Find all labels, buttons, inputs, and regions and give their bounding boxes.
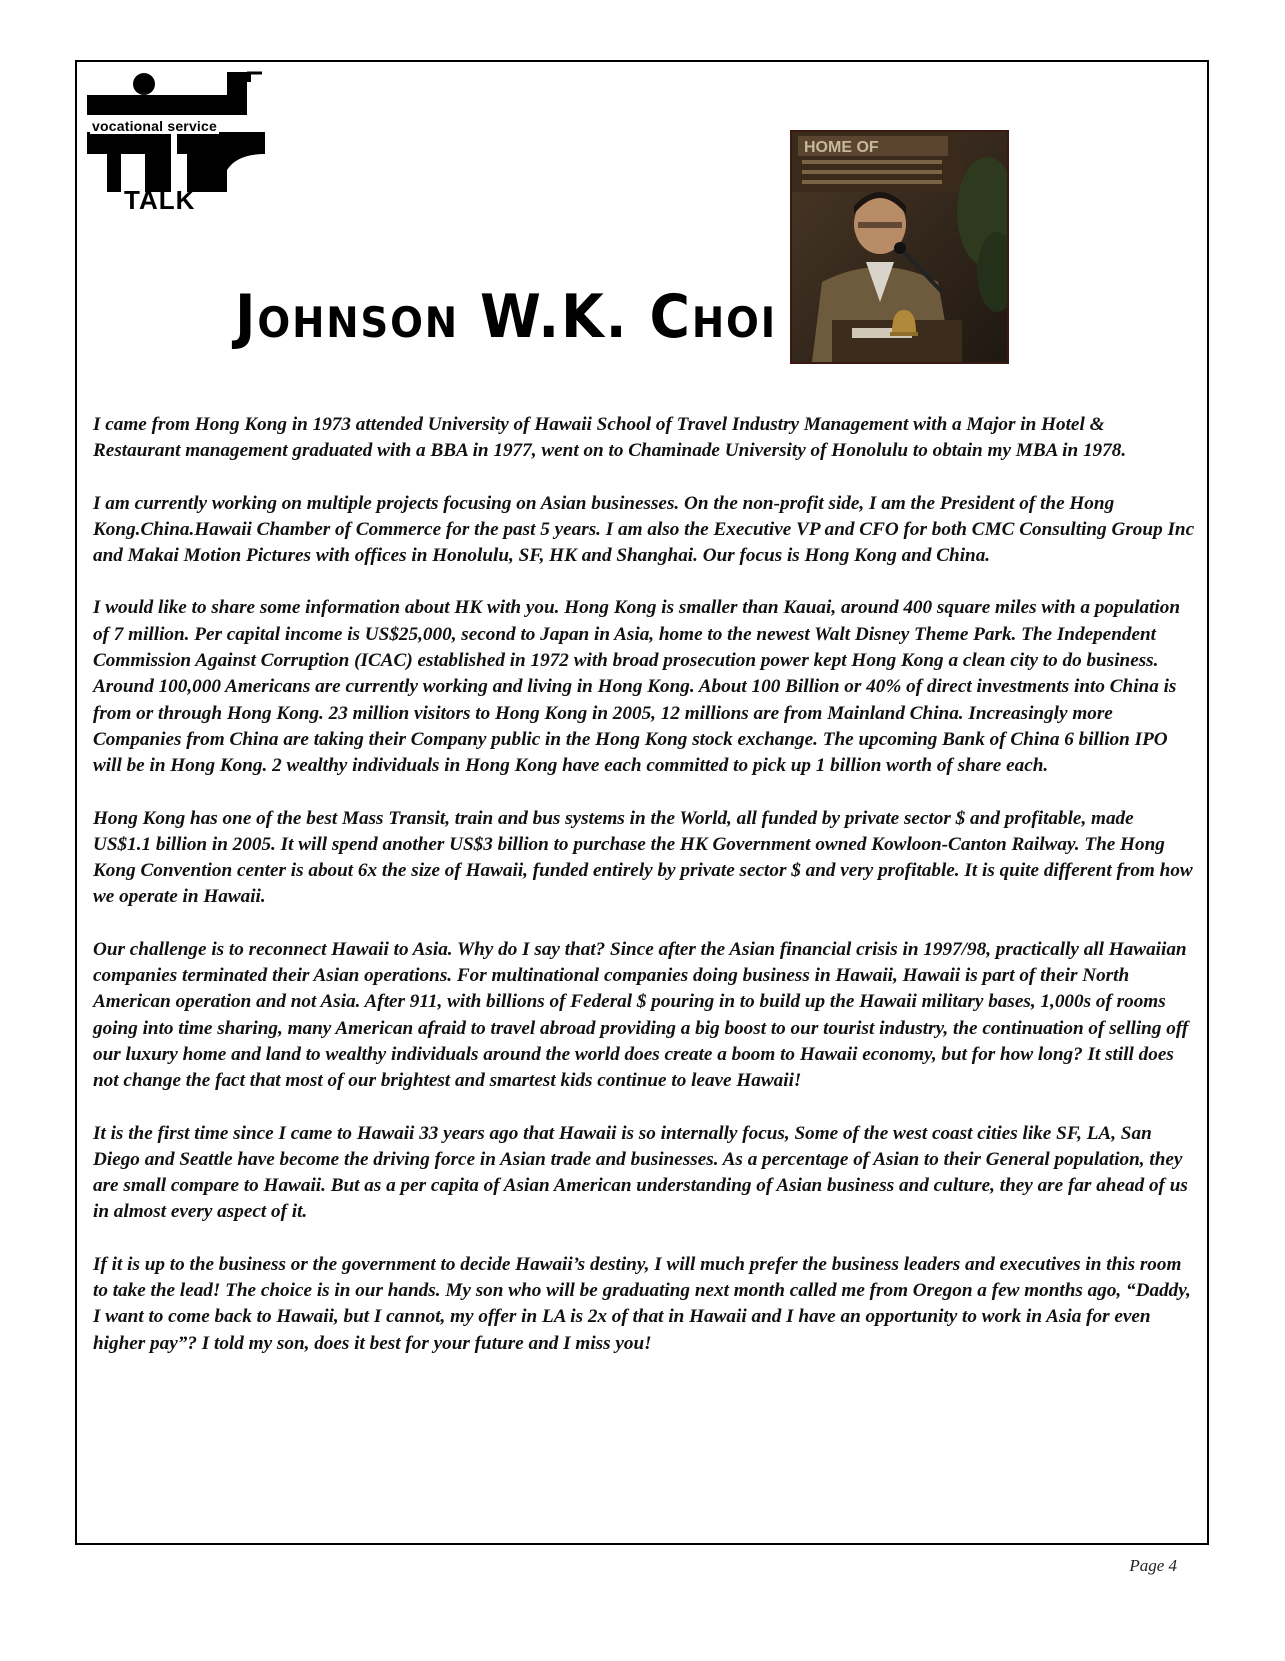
logo-top-text: vocational service: [92, 118, 217, 134]
logo-bottom-text: TALK: [124, 185, 196, 215]
page-number: Page 4: [1129, 1556, 1177, 1575]
speaker-photo: [790, 130, 1009, 364]
paragraph: I would like to share some information about HK with you. Hong Kong is smaller than Kauai, around 400 square miles with a population of 7 million. Per capital income is US$25,000, second to Japan in Asia, home to the newest Walt Disney Theme Park. The Independent Commission Against Corruption (ICAC) established in 1972 with broad prosecution power kept Hong Kong a clean city to do business. Around 100,000 Americans are currently working and living in Hong Kong. About 100 Billion or 40% of direct investments into China is from or through Hong Kong. 23 million visitors to Hong Kong in 2005, 12 millions are from Mainland China. Increasingly more Companies from China are taking their Company public in the Hong Kong stock exchange. The upcoming Bank of China 6 billion IPO will be in Hong Kong. 2 wealthy individuals in Hong Kong have each committed to pick up 1 billion worth of share each.: [93, 597, 1181, 777]
paragraph: Hong Kong has one of the best Mass Transit, train and bus systems in the World, all funded by private sector $ and profitable, made US$1.1 billion in 2005. It will spend another US$3 billion to purchase the HK Government owned Kowloon-Canton Railway. The Hong Kong Convention center is about 6x the size of Hawaii, funded entirely by private sector $ and very profitable. It is quite different from how we operate in Hawaii.: [93, 807, 1193, 908]
sign-text: HOME OF: [804, 139, 879, 156]
paragraph: I came from Hong Kong in 1973 attended University of Hawaii School of Travel Industry Management with a Major in Hotel & Restaurant management graduated with a BBA in 1977, went on to Chaminade University of Honolulu to obtain my MBA in 1978.: [93, 414, 1127, 462]
paragraph: Our challenge is to reconnect Hawaii to Asia. Why do I say that? Since after the Asian financial crisis in 1997/98, practically all Hawaiian companies terminated their Asian operations. For multinational companies doing business in Hawaii, Hawaii is part of their North American operation and not Asia. After 911, with billions of Federal $ pouring in to build up the Hawaii military bases, 1,000s of rooms going into time sharing, many American afraid to travel abroad providing a big boost to our tourist industry, the continuation of selling off our luxury home and land to wealthy individuals around the world does create a boom to Hawaii economy, but for how long? It still does not change the fact that most of our brightest and smartest kids continue to leave Hawaii!: [93, 938, 1189, 1092]
paragraph: If it is up to the business or the government to decide Hawaii’s destiny, I will much prefer the business leaders and executives in this room to take the lead! The choice is in our hands. My son who will be graduating next month called me from Oregon a few months ago, “Daddy, I want to come back to Hawaii, but I cannot, my offer in LA is 2x of that in Hawaii and I have an opportunity to work in Asia for even higher pay”? I told my son, does it best for your future and I miss you!: [93, 1253, 1191, 1354]
paragraph: It is the first time since I came to Hawaii 33 years ago that Hawaii is so internally focus, Some of the west coast cities like SF, LA, San Diego and Seattle have become the driving force in Asian trade and businesses. As a percentage of Asian to their General population, they are small compare to Hawaii. But as a per capita of Asian American understanding of Asian business and culture, they are far ahead of us in almost every aspect of it.: [93, 1122, 1188, 1223]
speaker-at-podium-image: [792, 132, 1007, 362]
page-title: Johnson W.K. Choi: [235, 282, 777, 352]
article-body: [93, 412, 1196, 1383]
paragraph: I am currently working on multiple projects focusing on Asian businesses. On the non-profit side, I am the President of the Hong Kong.China.Hawaii Chamber of Commerce for the past 5 years. I am also the Executive VP and CFO for both CMC Consulting Group Inc and Makai Motion Pictures with offices in Honolulu, SF, HK and Shanghai. Our focus is Hong Kong and China.: [93, 492, 1195, 567]
